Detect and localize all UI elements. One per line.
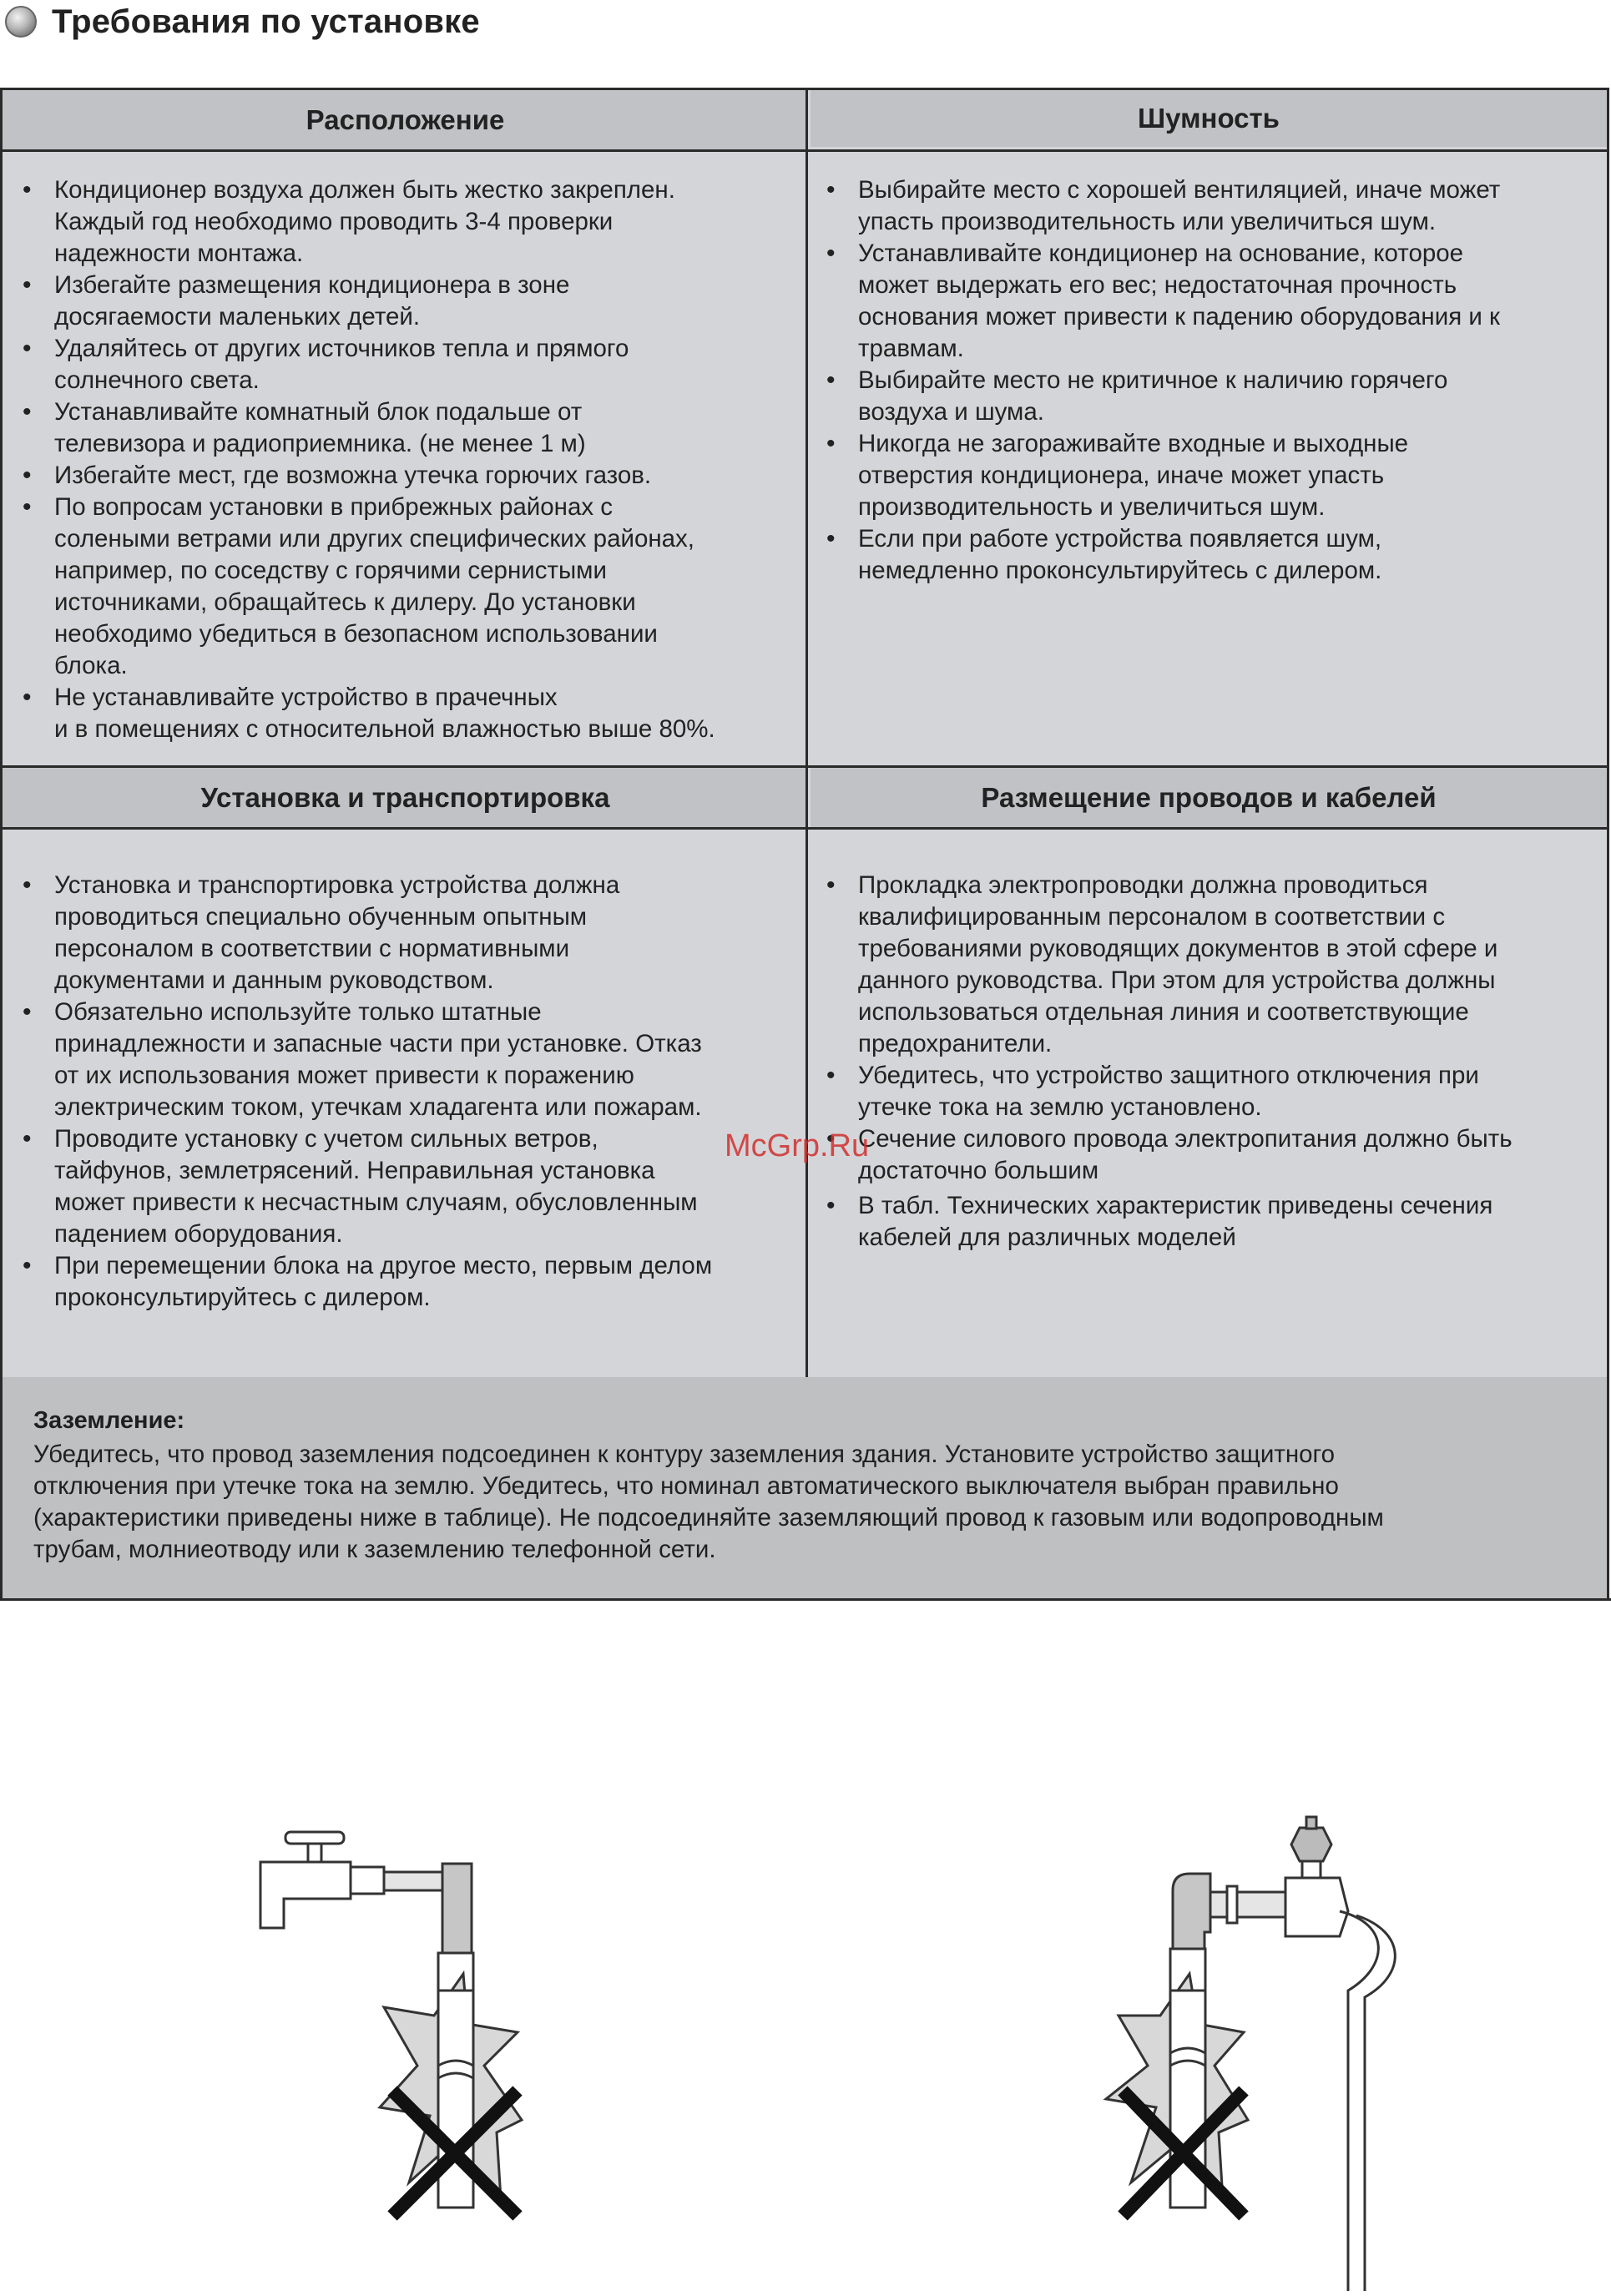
installation-heading: Установка и транспортировка (3, 768, 808, 827)
tap-illustration-left (0, 1598, 806, 2292)
list-item: • Если при работе устройства появляется шум, немедленно проконсультируйтесь с дилером. (816, 523, 1605, 587)
title-bullet-icon (5, 6, 37, 38)
list-item: • Кондиционер воздуха должен быть жестко закреплен. Каждый год необходимо проводить 3-4 проверки надежности монтажа. (13, 174, 797, 270)
divider (3, 765, 1607, 768)
column-divider (806, 90, 808, 1381)
list-item: • Обязательно используйте только штатные принадлежности и запасные части при установке. Отказ от их использования может привести к поражению электрическим током, утечкам хладагента или пожарам. (13, 997, 797, 1123)
noise-heading: Шумность (811, 90, 1607, 147)
prohibited-gas-pipe-icon (806, 1598, 1611, 2292)
list-item: • Проводите установку с учетом сильных ветров, тайфунов, землетрясений. Неправильная установка может привести к несчастным случаям, обусловленным падением оборудования. (13, 1123, 797, 1250)
list-item: • Выбирайте место с хорошей вентиляцией, иначе может упасть производительность или увеличиться шум. (816, 174, 1605, 238)
requirements-table (0, 88, 1609, 1600)
list-item: • Сечение силового провода электропитания должно быть достаточно большим (816, 1123, 1605, 1187)
wiring-list (816, 870, 1605, 1254)
page-title: Требования по установке (52, 3, 480, 40)
installation-list (13, 870, 797, 1314)
list-item: • Прокладка электропроводки должна проводиться квалифицированным персоналом в соответствии с требованиями руководящих документов в этой сфере и данного руководства. При этом для устройства должны использоваться отдельная линия и соответствующие предохранители. (816, 870, 1605, 1060)
list-item: • Никогда не загораживайте входные и выходные отверстия кондиционера, иначе может упасть производительность и увеличиться шум. (816, 428, 1605, 523)
list-item: • Не устанавливайте устройство в прачечных и в помещениях с относительной влажностью выше 80%. (13, 682, 797, 745)
list-item: • В табл. Технических характеристик приведены сечения кабелей для различных моделей (816, 1190, 1605, 1254)
location-list (13, 174, 797, 745)
list-item: • Выбирайте место не критичное к наличию горячего воздуха и шума. (816, 365, 1605, 428)
list-item: • Устанавливайте комнатный блок подальше от телевизора и радиоприемника. (не менее 1 м) (13, 396, 797, 460)
grounding-text: Убедитесь, что провод заземления подсоединен к контуру заземления здания. Установите устройство защитного отключения при утечке тока на землю. Убедитесь, что номинал автоматического выключателя выбран правильно (характеристики приведены ниже в таблице). Не подсоединяйте заземляющий провод к газовым или водопроводным трубам, молниеотводу или к заземлению телефонной сети. (33, 1441, 1384, 1563)
list-item: • По вопросам установки в прибрежных районах с солеными ветрами или других специфических районах, например, по соседству с горячими сернистыми источниками, обращайтесь к дилеру. До установки необходимо убедиться в безопасном использовании блока. (13, 492, 797, 682)
watermark: McGrp.Ru (725, 1128, 870, 1163)
prohibited-water-pipe-icon (0, 1598, 806, 2292)
list-item: • Избегайте размещения кондиционера в зоне досягаемости маленьких детей. (13, 270, 797, 333)
divider (3, 149, 1607, 152)
grounding-section (3, 1377, 1607, 1598)
list-item: • Установка и транспортировка устройства должна проводиться специально обученным опытным персоналом в соответствии с нормативными документами и данным руководством. (13, 870, 797, 997)
divider (3, 827, 1607, 830)
list-item: • Убедитесь, что устройство защитного отключения при утечке тока на землю установлено. (816, 1060, 1605, 1123)
tap-illustration-right (806, 1598, 1611, 2292)
location-heading: Расположение (3, 90, 808, 149)
list-item: • Устанавливайте кондиционер на основание, которое может выдержать его вес; недостаточная прочность основания может привести к падению оборудования и к травмам. (816, 238, 1605, 365)
list-item: • Избегайте мест, где возможна утечка горючих газов. (13, 460, 797, 492)
noise-list (816, 174, 1605, 587)
list-item: • Удаляйтесь от других источников тепла и прямого солнечного света. (13, 333, 797, 396)
wiring-heading: Размещение проводов и кабелей (811, 768, 1607, 827)
list-item: • При перемещении блока на другое место, первым делом проконсультируйтесь с дилером. (13, 1250, 797, 1314)
page-header (5, 0, 480, 43)
grounding-title: Заземление: (33, 1407, 185, 1434)
